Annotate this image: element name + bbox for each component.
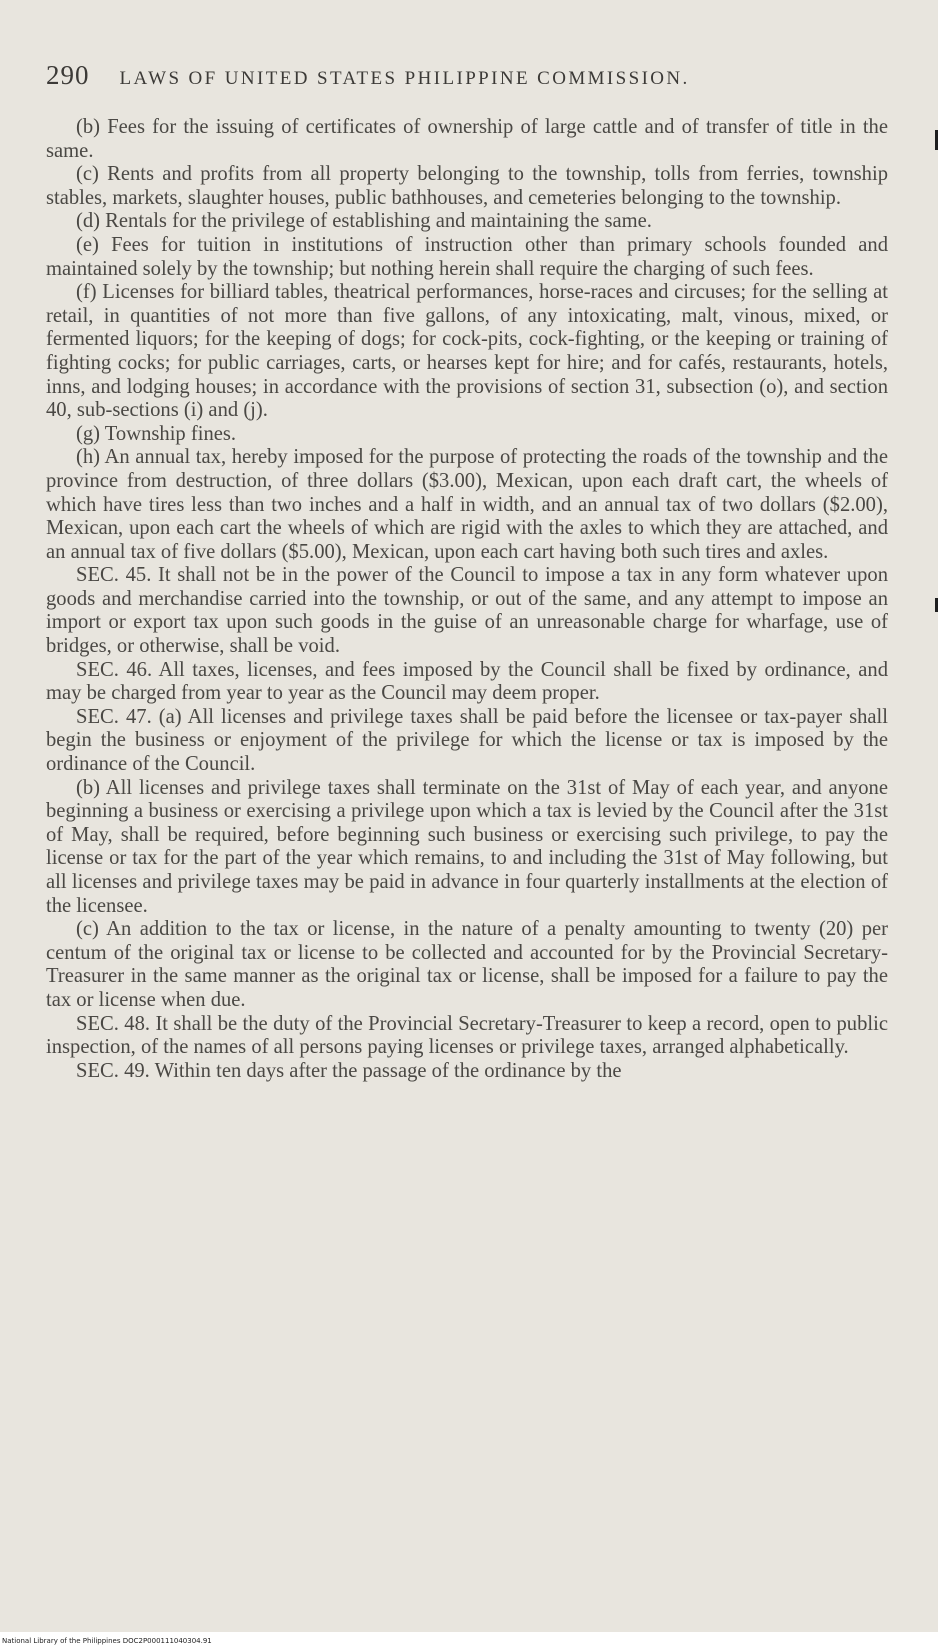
paragraph-f-licenses: (f) Licenses for billiard tables, theatrical performances, horse-races and circuses; for the selling at retail, in quantities of not more than five gallons, of any intoxicating, malt, vinous, mixed, or fermented liquors; for the keeping of dogs; for cock-pits, cock-fighting, or the keeping or training of fighting cocks; for public carriages, carts, or hearses kept for hire; and for cafés, restaurants, hotels, inns, and lodging houses; in accordance with the provisions of section 31, subsection (o), and section 40, sub-sections (i) and (j). [46, 281, 888, 422]
paragraph-g-township-fines: (g) Township fines. [76, 422, 237, 445]
paragraph-d-rentals: (d) Rentals for the privilege of establishing and maintaining the same. [76, 210, 652, 233]
section-47-b: (b) All licenses and privilege taxes shall terminate on the 31st of May of each year, and anyone beginning a business or exercising a privilege upon which a tax is levied by the Council after the 31st of May, shall be required, before beginning such business or exercising such privilege, to pay the license or tax for the part of the year which remains, to and including the 31st of May following, but all licenses and privilege taxes may be paid in advance in four quarterly installments at the election of the licensee. [46, 776, 888, 917]
page-header [46, 60, 878, 94]
section-47-c: (c) An addition to the tax or license, in the nature of a penalty amounting to twenty (20) per centum of the original tax or license to be collected and accounted for by the Provincial Secretary-Treasurer in the same manner as the original tax or license, shall be imposed for a failure to pay the tax or license when due. [46, 918, 888, 1011]
body-text [46, 116, 888, 1083]
paragraph-h-annual-tax: (h) An annual tax, hereby imposed for the purpose of protecting the roads of the township and the province from destruction, of three dollars ($3.00), Mexican, upon each draft cart, the wheels of which have tires less than two inches and a half in width, and an annual tax of two dollars ($2.00), Mexican, upon each cart the wheels of which are rigid with the axles to which they are attached, and an annual tax of five dollars ($5.00), Mexican, upon each cart having both such tires and axles. [46, 446, 888, 563]
section-45: SEC. 45. It shall not be in the power of the Council to impose a tax in any form whatever upon goods and merchandise carried into the township, or out of the same, and any attempt to impose an import or export tax upon such goods in the guise of an unreasonable charge for wharfage, use of bridges, or otherwise, shall be void. [46, 564, 888, 658]
section-46: SEC. 46. All taxes, licenses, and fees imposed by the Council shall be fixed by ordinance, and may be charged from year to year as the Council may deem proper. [46, 658, 888, 705]
paragraph-b-cattle-fees: (b) Fees for the issuing of certificates of ownership of large cattle and of transfer of title in the same. [46, 116, 888, 162]
scan-footer [0, 1632, 938, 1650]
section-48: SEC. 48. It shall be the duty of the Provincial Secretary-Treasurer to keep a record, open to public inspection, of the names of all persons paying licenses or privilege taxes, arranged alphabetically. [46, 1012, 888, 1059]
scan-credit: National Library of the Philippines DOC2P000111040304.91 [2, 1637, 212, 1645]
paragraph-e-tuition-fees: (e) Fees for tuition in institutions of instruction other than primary schools founded and maintained solely by the township; but nothing herein shall require the charging of such fees. [46, 233, 888, 280]
running-title: LAWS OF UNITED STATES PHILIPPINE COMMISSION. [119, 68, 690, 89]
paragraph-c-rents-profits: (c) Rents and profits from all property belonging to the township, tolls from ferries, township stables, markets, slaughter houses, public bathhouses, and cemeteries belonging to the township. [46, 163, 888, 209]
section-49: SEC. 49. Within ten days after the passage of the ordinance by the [76, 1059, 622, 1082]
section-47-a: SEC. 47. (a) All licenses and privilege taxes shall be paid before the licensee or tax-payer shall begin the business or enjoyment of the privilege for which the license or tax is imposed by the ordinance of the Council. [46, 705, 888, 776]
page-number: 290 [46, 60, 90, 90]
